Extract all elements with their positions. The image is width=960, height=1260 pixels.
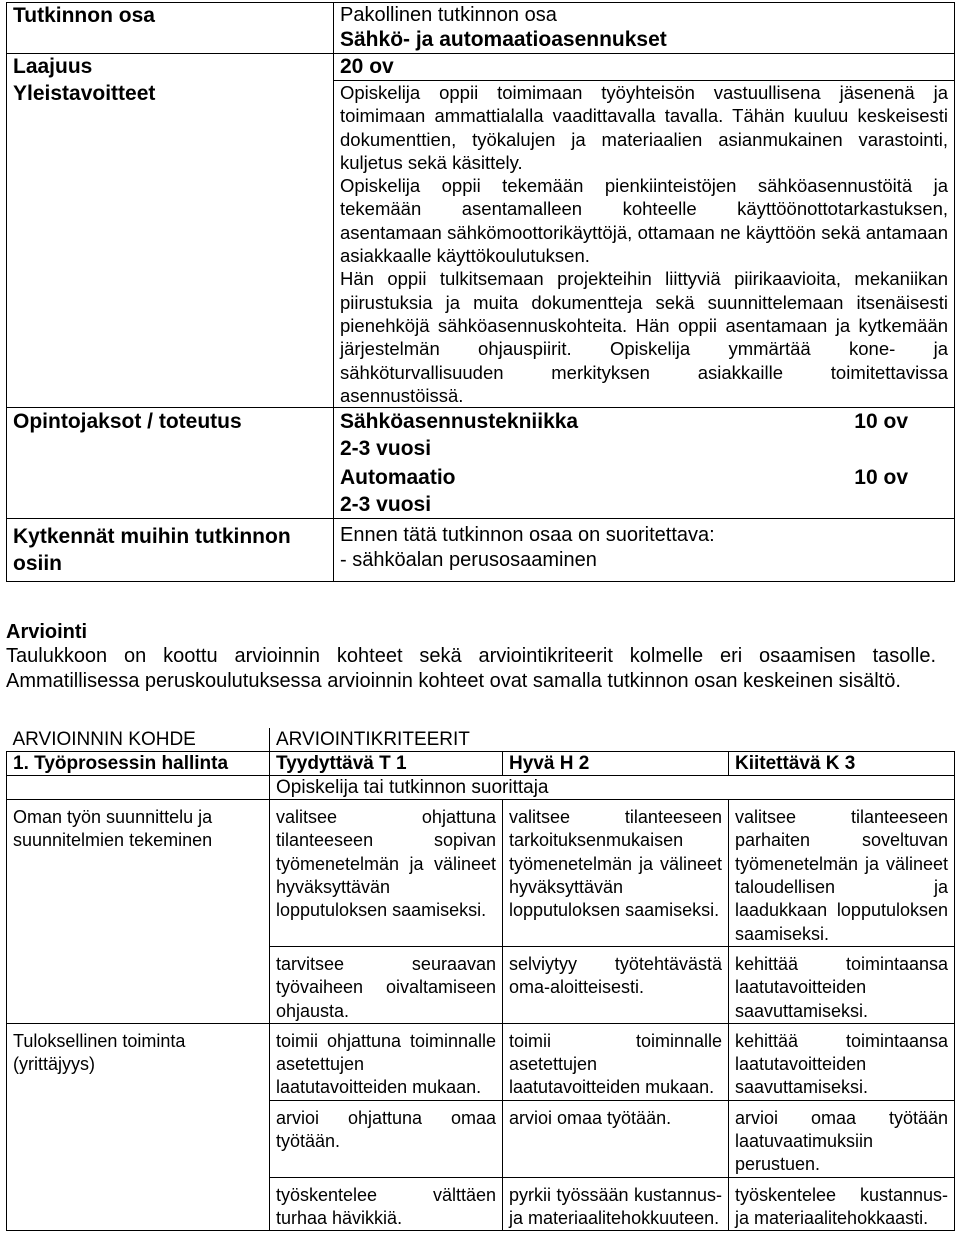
arviointi-text: Taulukkoon on koottu arvioinnin kohteet sekä arviointikriteerit kolmelle eri osaamisen tasolle. Ammatillisessa peruskoulutuksessa arvioinnin kohteet ovat samalla tutkinnon osan keskeinen sisältö.	[6, 645, 936, 693]
subhead: Opiskelija tai tutkinnon suorittaja	[270, 776, 955, 800]
jakso-year: 2-3 vuosi	[340, 493, 432, 517]
table-row	[7, 1100, 955, 1177]
kohde-cell	[7, 1177, 270, 1231]
k3-cell: arvioi omaa työtään laatuvaatimuksiin perustuen.	[729, 1100, 955, 1177]
header-kohde: ARVIOINNIN KOHDE	[7, 728, 270, 752]
laajuus-value: 20 ov	[340, 55, 394, 78]
yleistavoitteet-paragraph-1: Opiskelija oppii toimimaan työyhteisön vastuullisena jäsenenä ja toimimaan ammattialalla vaadittavalla tavalla. Tähän kuuluu keskeisesti dokumenttien, työkalujen ja materiaalien asianmukainen varastointi, kuljetus sekä käsittely.	[340, 82, 948, 173]
jakso-name: Automaatio	[340, 466, 456, 490]
k3-cell: työskentelee kustannus- ja materiaalitehokkaasti.	[729, 1177, 955, 1231]
k3-cell: kehittää toimintaansa laatutavoitteiden saavuttamiseksi.	[729, 946, 955, 1023]
kohde-cell	[7, 946, 270, 1023]
table-row	[7, 1023, 955, 1100]
section-title: 1. Työprosessin hallinta	[7, 752, 270, 776]
subhead-empty	[7, 776, 270, 800]
level-k3: Kiitettävä K 3	[729, 752, 955, 776]
jakso-automaatio	[340, 464, 948, 491]
table-row	[7, 800, 955, 947]
t1-cell: arvioi ohjattuna omaa työtään.	[270, 1100, 503, 1177]
t1-cell: tarvitsee seuraavan työvaiheen oivaltamiseen ohjausta.	[270, 946, 503, 1023]
module-info-table	[6, 2, 955, 582]
yleistavoitteet-label: Yleistavoitteet	[13, 81, 156, 105]
table-row	[7, 1177, 955, 1231]
opintojaksot-row	[7, 408, 955, 519]
kytkennat-line-2: - sähköalan perusosaaminen	[340, 549, 597, 572]
kohde-cell: Oman työn suunnittelu ja suunnitelmien tekeminen	[7, 800, 270, 947]
h2-cell: pyrkii työssään kustannus- ja materiaalitehokkuuteen.	[503, 1177, 729, 1231]
jakso-ov: 10 ov	[854, 466, 908, 490]
k3-cell: kehittää toimintaansa laatutavoitteiden saavuttamiseksi.	[729, 1023, 955, 1100]
kohde-cell	[7, 1100, 270, 1177]
h2-cell: selviytyy työtehtävästä oma-aloitteisesti.	[503, 946, 729, 1023]
h2-cell: valitsee tilanteeseen tarkoituksenmukaisen työmenetelmän ja välineet hyväksyttävän lopputuloksen saamiseksi.	[503, 800, 729, 947]
criteria-table	[6, 728, 955, 1231]
yleistavoitteet-paragraph-3: Hän oppii tulkitsemaan projekteihin liittyviä piirikaavioita, mekaniikan piirustuksia ja muita dokumentteja sekä suunnittelemaan itsenäisesti pienehköjä sähköasennuskohteita. Hän oppii asentamaan ja kytkemään järjestelmän ohjauspiirit. Opiskelija ymmärtää kone- ja sähköturvallisuuden merkityksen asiakkaille toimitettavissa asennustöissä.	[340, 268, 948, 406]
header-kriteerit: ARVIOINTIKRITEERIT	[270, 728, 955, 752]
h2-cell: toimii toiminnalle asetettujen laatutavoitteiden mukaan.	[503, 1023, 729, 1100]
t1-cell: toimii ohjattuna toiminnalle asetettujen laatutavoitteiden mukaan.	[270, 1023, 503, 1100]
criteria-header-row	[7, 728, 955, 752]
kohde-cell: Tuloksellinen toiminta (yrittäjyys)	[7, 1023, 270, 1100]
level-h2: Hyvä H 2	[503, 752, 729, 776]
document-page	[6, 0, 954, 1231]
kytkennat-label: Kytkennät muihin tutkinnon osiin	[13, 525, 291, 576]
laajuus-row	[7, 54, 955, 81]
level-t1: Tyydyttävä T 1	[270, 752, 503, 776]
jakso-sahkoasennustekniikka	[340, 408, 948, 435]
table-row	[7, 946, 955, 1023]
tutkinnon-osa-row	[7, 3, 955, 54]
kytkennat-line-1: Ennen tätä tutkinnon osaa on suoritettava:	[340, 524, 715, 547]
arviointi-heading: Arviointi	[6, 621, 88, 644]
k3-cell: valitsee tilanteeseen parhaiten soveltuvan työmenetelmän ja välineet taloudellisen ja laadukkaan lopputuloksen saamiseksi.	[729, 800, 955, 947]
tutkinnon-osa-name: Sähkö- ja automaatioasennukset	[340, 28, 667, 51]
tutkinnon-osa-type: Pakollinen tutkinnon osa	[340, 4, 557, 26]
jakso-name: Sähköasennustekniikka	[340, 410, 579, 434]
kytkennat-row	[7, 519, 955, 582]
laajuus-label: Laajuus	[13, 55, 93, 78]
yleistavoitteet-row	[7, 81, 955, 408]
jakso-ov: 10 ov	[854, 410, 908, 434]
t1-cell: työskentelee välttäen turhaa hävikkiä.	[270, 1177, 503, 1231]
t1-cell: valitsee ohjattuna tilanteeseen sopivan työmenetelmän ja välineet hyväksyttävän lopputuloksen saamiseksi.	[270, 800, 503, 947]
opintojaksot-label: Opintojaksot / toteutus	[13, 410, 242, 434]
yleistavoitteet-paragraph-2: Opiskelija oppii tekemään pienkiinteistöjen sähköasennustöitä ja tekemään asentamalleen kohteelle käyttöönottotarkastuksen, asentamaan sähkömoottorikäyttöjä, ottamaan ne käyttöön sekä antamaan asiakkaalle käyttökoulutuksen.	[340, 175, 948, 267]
criteria-level-row	[7, 752, 955, 776]
criteria-subhead-row	[7, 776, 955, 800]
h2-cell: arvioi omaa työtään.	[503, 1100, 729, 1177]
tutkinnon-osa-label: Tutkinnon osa	[13, 4, 155, 27]
jakso-year: 2-3 vuosi	[340, 437, 432, 461]
